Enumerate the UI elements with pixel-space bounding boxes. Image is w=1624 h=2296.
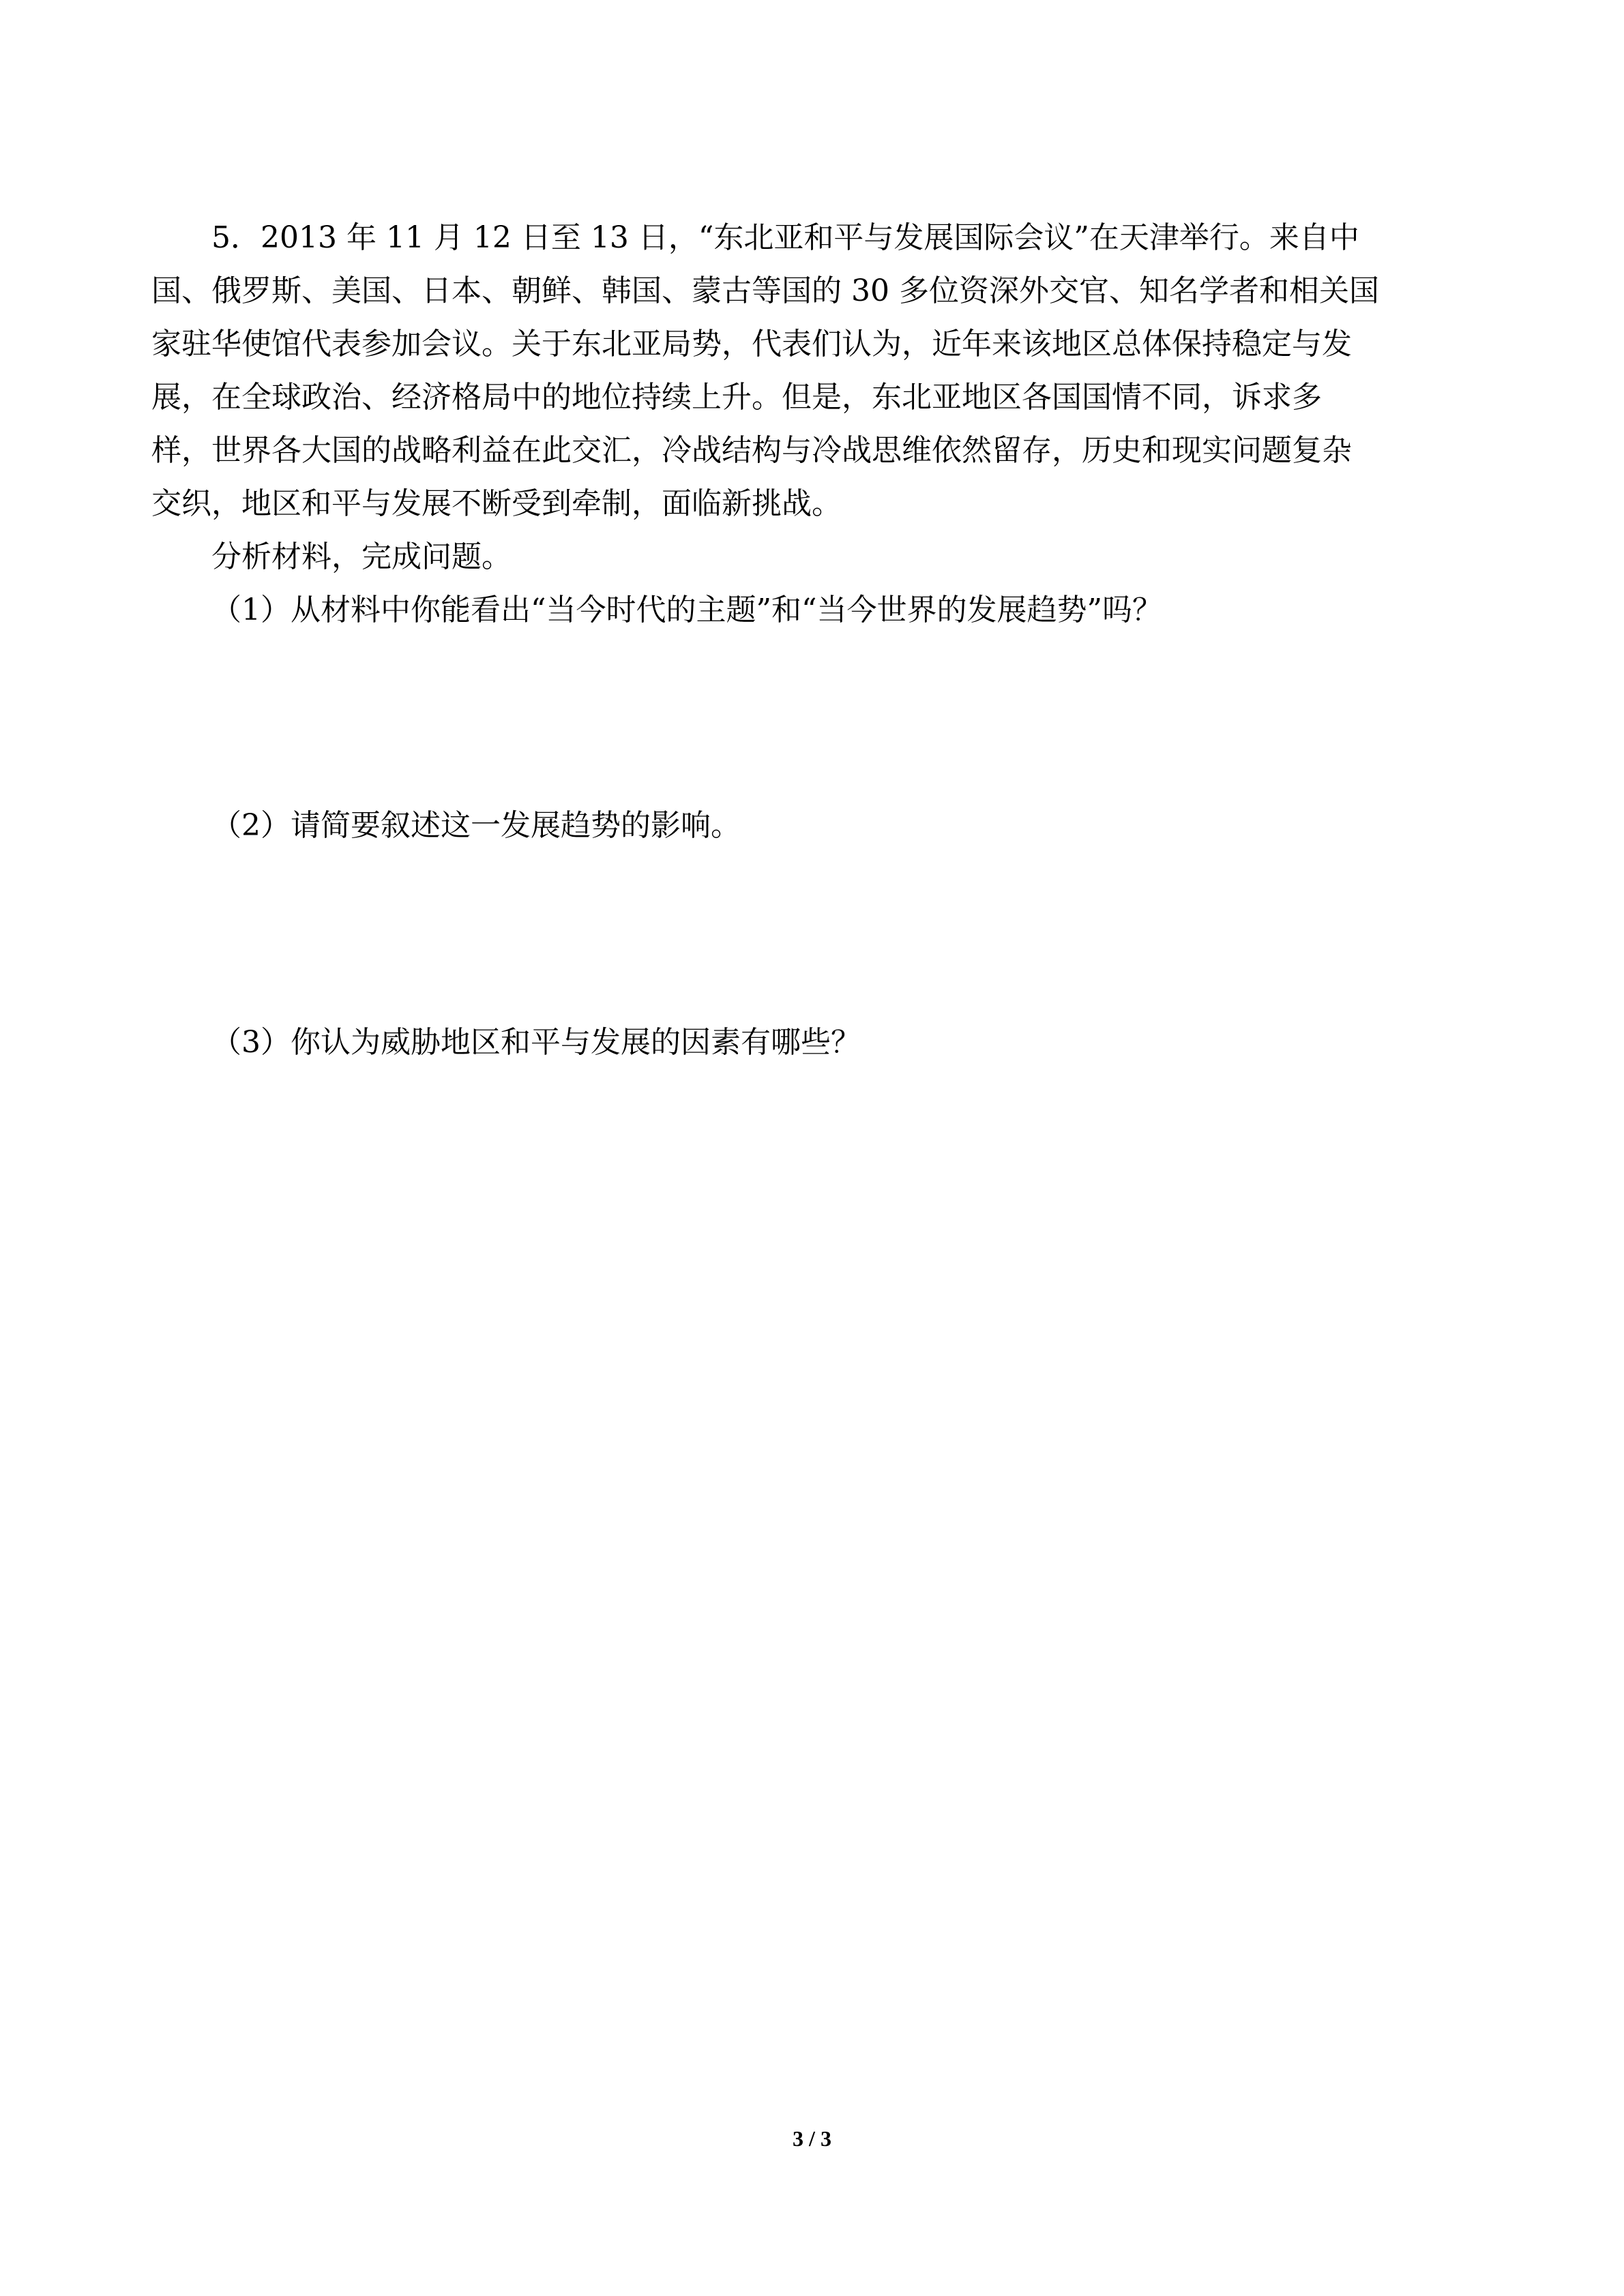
answer-space-1[interactable]: [151, 637, 1488, 799]
question-text-line-5: 样，世界各大国的战略利益在此交汇，冷战结构与冷战思维依然留存，历史和现实问题复杂: [151, 433, 1352, 468]
page-number: 3 / 3: [793, 2126, 831, 2151]
question-text-line-1: 2013 年 11 月 12 日至 13 日，“东北亚和平与发展国际会议”在天津举行。来自中: [261, 220, 1359, 255]
instruction-text: 分析材料，完成问题。: [211, 539, 512, 574]
sub-question-2: （2）请简要叙述这一发展趋势的影响。: [211, 808, 741, 843]
question-text-line-3: 家驻华使馆代表参加会议。关于东北亚局势，代表们认为，近年来该地区总体保持稳定与发: [151, 327, 1352, 361]
question-material: [151, 211, 1488, 531]
sub-question-3: （3）你认为威胁地区和平与发展的因素有哪些？: [211, 1025, 861, 1060]
question-block: [151, 211, 1488, 1232]
answer-space-2[interactable]: [151, 852, 1488, 1016]
question-number: 5．: [211, 220, 261, 255]
sub-question-1: （1）从材料中你能看出“当今时代的主题”和“当今世界的发展趋势”吗？: [211, 593, 1162, 627]
question-text-line-4: 展，在全球政治、经济格局中的地位持续上升。但是，东北亚地区各国国情不同，诉求多: [151, 380, 1322, 415]
question-line: [151, 211, 1488, 265]
question-text-line-2: 国、俄罗斯、美国、日本、朝鲜、韩国、蒙古等国的 30 多位资深外交官、知名学者和相关国: [151, 273, 1379, 308]
question-text-line-6: 交织，地区和平与发展不断受到牵制，面临新挑战。: [151, 486, 842, 521]
answer-space-3[interactable]: [151, 1069, 1488, 1232]
